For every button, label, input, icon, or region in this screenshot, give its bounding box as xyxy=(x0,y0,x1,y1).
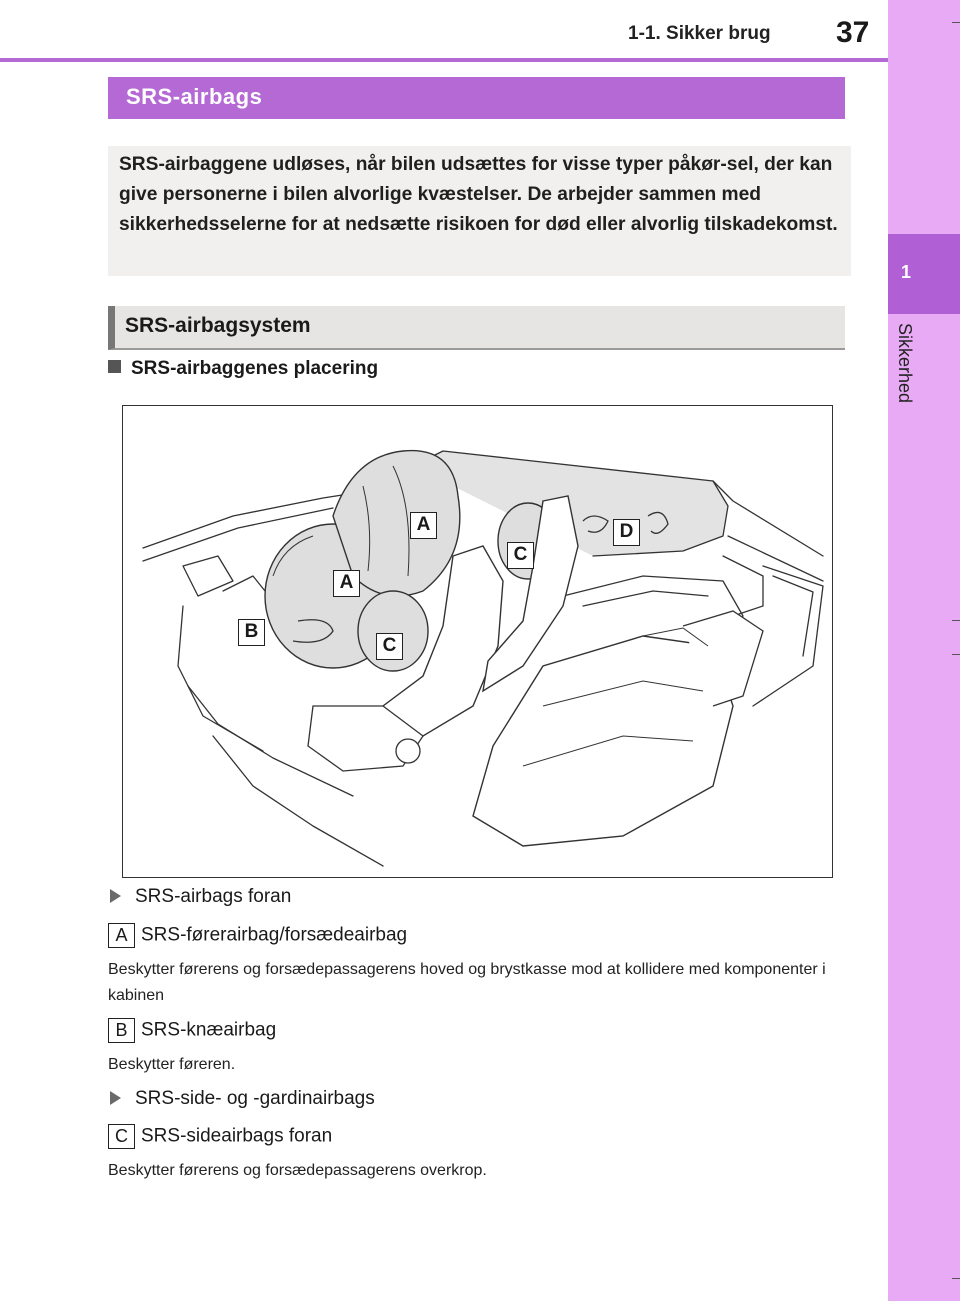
letter-badge-a: A xyxy=(108,923,135,948)
item-b-description: Beskytter føreren. xyxy=(108,1056,236,1073)
item-a-description: Beskytter førerens og forsædepassagerens hoved og brystkasse mod at kollidere med komponenter i kabinen xyxy=(108,961,826,1004)
figure-label-b: B xyxy=(238,619,265,646)
item-c-title: C SRS-sideairbags foran xyxy=(108,1124,332,1149)
header-rule xyxy=(0,58,888,62)
subheading-text: SRS-airbagsystem xyxy=(125,314,311,337)
arrow-bullet-icon xyxy=(110,1091,121,1105)
page-number: 37 xyxy=(836,16,870,49)
bullet-heading: SRS-airbaggenes placering xyxy=(108,358,378,380)
tick-mark xyxy=(952,1278,960,1279)
subheading xyxy=(108,306,845,350)
figure-label-d: D xyxy=(613,519,640,546)
arrow-bullet-icon xyxy=(110,889,121,903)
tick-mark xyxy=(952,22,960,23)
chapter-tab[interactable] xyxy=(888,234,960,314)
figure-label-c-driver: C xyxy=(376,633,403,660)
chapter-side-strip xyxy=(888,0,960,1301)
page-title: SRS-airbags xyxy=(126,84,263,109)
letter-badge-c: C xyxy=(108,1124,135,1149)
item-a-title: A SRS-førerairbag/forsædeairbag xyxy=(108,923,407,948)
tick-mark xyxy=(952,620,960,621)
intro-box xyxy=(108,146,851,276)
item-c-description: Beskytter førerens og forsædepassagerens overkrop. xyxy=(108,1162,487,1179)
car-interior-illustration xyxy=(123,406,834,879)
letter-badge-b: B xyxy=(108,1018,135,1043)
section-label: 1-1. Sikker brug xyxy=(628,23,771,44)
front-airbags-group: SRS-airbags foran xyxy=(108,886,291,908)
figure-label-a-driver: A xyxy=(333,570,360,597)
chapter-name: Sikkerhed xyxy=(895,323,915,404)
page-header xyxy=(0,0,888,62)
figure-label-a-top: A xyxy=(410,512,437,539)
chapter-number: 1 xyxy=(900,262,911,282)
tick-mark xyxy=(952,654,960,655)
airbag-location-figure xyxy=(122,405,833,878)
side-airbags-group: SRS-side- og -gardinairbags xyxy=(108,1088,375,1110)
square-bullet-icon xyxy=(108,360,121,373)
title-banner xyxy=(108,77,845,119)
item-b-title: B SRS-knæairbag xyxy=(108,1018,276,1043)
intro-text: SRS-airbaggene udløses, når bilen udsættes for visse typer påkør-sel, der kan give personerne i bilen alvorlige kvæstelser. De arbejder sammen med sikkerhedsselerne for at nedsætte risikoen for død eller alvorlig tilskadekomst. xyxy=(119,154,838,235)
figure-label-c-passenger: C xyxy=(507,542,534,569)
